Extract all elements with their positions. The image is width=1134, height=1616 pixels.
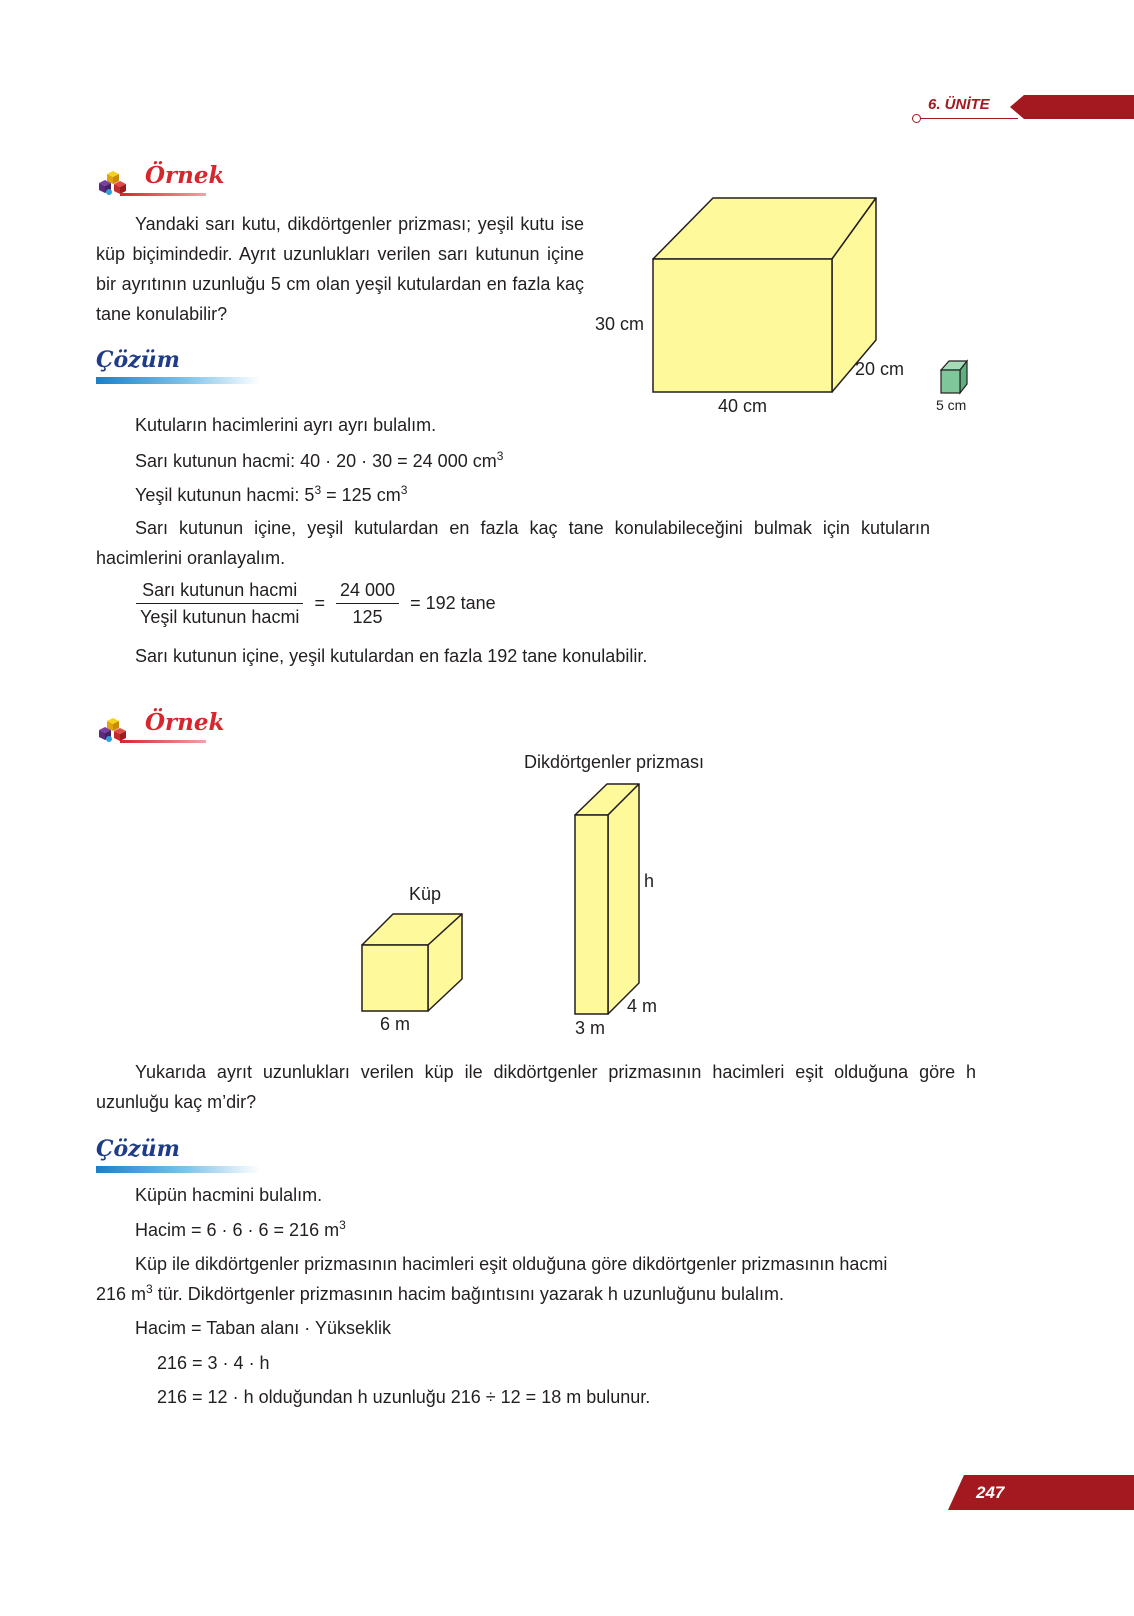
- solution-2-line-6: 216 = 12 · h olduğundan h uzunluğu 216 ÷ 12 = 18 m bulunur.: [157, 1387, 651, 1407]
- depth-label: 20 cm: [855, 359, 905, 379]
- solution-2-line-1: Küpün hacmini bulalım.: [135, 1185, 323, 1205]
- unit-label: 6. ÜNİTE: [928, 96, 990, 113]
- solution-2-line-5: 216 = 3 · 4 · h: [157, 1353, 270, 1373]
- ratio-equation: $\frac{\text{Sarı kutunun hacmi}}{\text{Yeşil kutunun hacmi}}$ = $\frac{24 000}{125}$ = 192 tane: [136, 579, 496, 628]
- ratio-fraction-1: $\frac{\text{Sarı kutunun hacmi}}{\text{Yeşil kutunun hacmi}}$: [136, 579, 303, 628]
- green-cube-front: [941, 370, 960, 393]
- prism-width-label: 3 m: [575, 1018, 606, 1038]
- solution-1-line-1: Kutuların hacimlerini ayrı ayrı bulalım.: [135, 415, 437, 435]
- example-2-problem: Yukarıda ayrıt uzunlukları verilen küp ile dikdörtgenler prizmasının hacimleri eşit olduğuna göre h uzunluğu kaç m’dir?: [96, 1062, 976, 1112]
- cubes-icon: [96, 713, 130, 743]
- ratio-fraction-2: $\frac{24 000}{125}$: [336, 579, 399, 628]
- prism-figure: [570, 780, 645, 1018]
- green-cube-figure: [938, 356, 972, 396]
- prism-h-label: h: [644, 871, 655, 891]
- small-cube-label: 5 cm: [936, 397, 967, 413]
- solution-2-heading: Çözüm: [96, 1136, 180, 1162]
- height-label: 30 cm: [595, 314, 645, 334]
- cube-figure: [355, 905, 470, 1017]
- solution-1-line-4: Sarı kutunun içine, yeşil kutulardan en fazla kaç tane konulabileceğini bulmak için kutuların hacimlerini oranlayalım.: [96, 518, 930, 568]
- yellow-box-front: [653, 259, 832, 392]
- example-2-heading: Örnek: [145, 709, 225, 736]
- solution-1-heading-underline: [96, 377, 260, 384]
- example-1-heading: Örnek: [145, 162, 225, 189]
- solution-2-line-3b: 216 $m^3$ tür. Dikdörtgenler prizmasının hacim bağıntısını yazarak h uzunluğunu bulalım.: [96, 1282, 785, 1304]
- unit-tab-line: [918, 118, 1018, 119]
- example-1-heading-underline: [120, 193, 206, 196]
- width-label: 40 cm: [718, 396, 768, 416]
- cube-title: Küp: [409, 884, 442, 904]
- cube-front: [362, 945, 428, 1011]
- prism-title: Dikdörtgenler prizması: [524, 752, 705, 772]
- solution-2-heading-underline: [96, 1166, 260, 1173]
- solution-1-line-3: Yeşil kutunun hacmi: $5^3 = 125$ $cm^3$: [135, 483, 408, 505]
- example-1-problem: Yandaki sarı kutu, dikdörtgenler prizması; yeşil kutu ise küp biçimindedir. Ayrıt uzunlukları verilen sarı kutunun içine bir ayrıtının uzunluğu 5 cm olan yeşil kutulardan en fazla kaç tane konulabilir?: [96, 214, 584, 324]
- solution-1-line-2: Sarı kutunun hacmi: 40 · 20 · 30 = 24 000 $cm^3$: [135, 449, 504, 471]
- prism-front: [575, 815, 608, 1014]
- solution-1-conclusion: Sarı kutunun içine, yeşil kutulardan en fazla 192 tane konulabilir.: [135, 646, 648, 666]
- prism-depth-label: 4 m: [627, 996, 658, 1016]
- unit-tab-bar: [1010, 95, 1134, 119]
- solution-2-line-4: Hacim = Taban alanı · Yükseklik: [135, 1318, 391, 1338]
- page-number: 247: [976, 1483, 1005, 1502]
- solution-2-line-2: Hacim = 6 · 6 · 6 = 216 $m^3$: [135, 1218, 346, 1240]
- example-2-heading-underline: [120, 740, 206, 743]
- solution-2-line-3a: Küp ile dikdörtgenler prizmasının hacimleri eşit olduğuna göre dikdörtgenler prizmasının hacmi: [135, 1254, 888, 1274]
- cubes-icon: [96, 166, 130, 196]
- yellow-box-figure: [640, 190, 880, 400]
- prism-side: [608, 784, 639, 1014]
- unit-tab-dot: [912, 114, 921, 123]
- solution-1-heading: Çözüm: [96, 347, 180, 373]
- cube-edge-label: 6 m: [380, 1014, 411, 1034]
